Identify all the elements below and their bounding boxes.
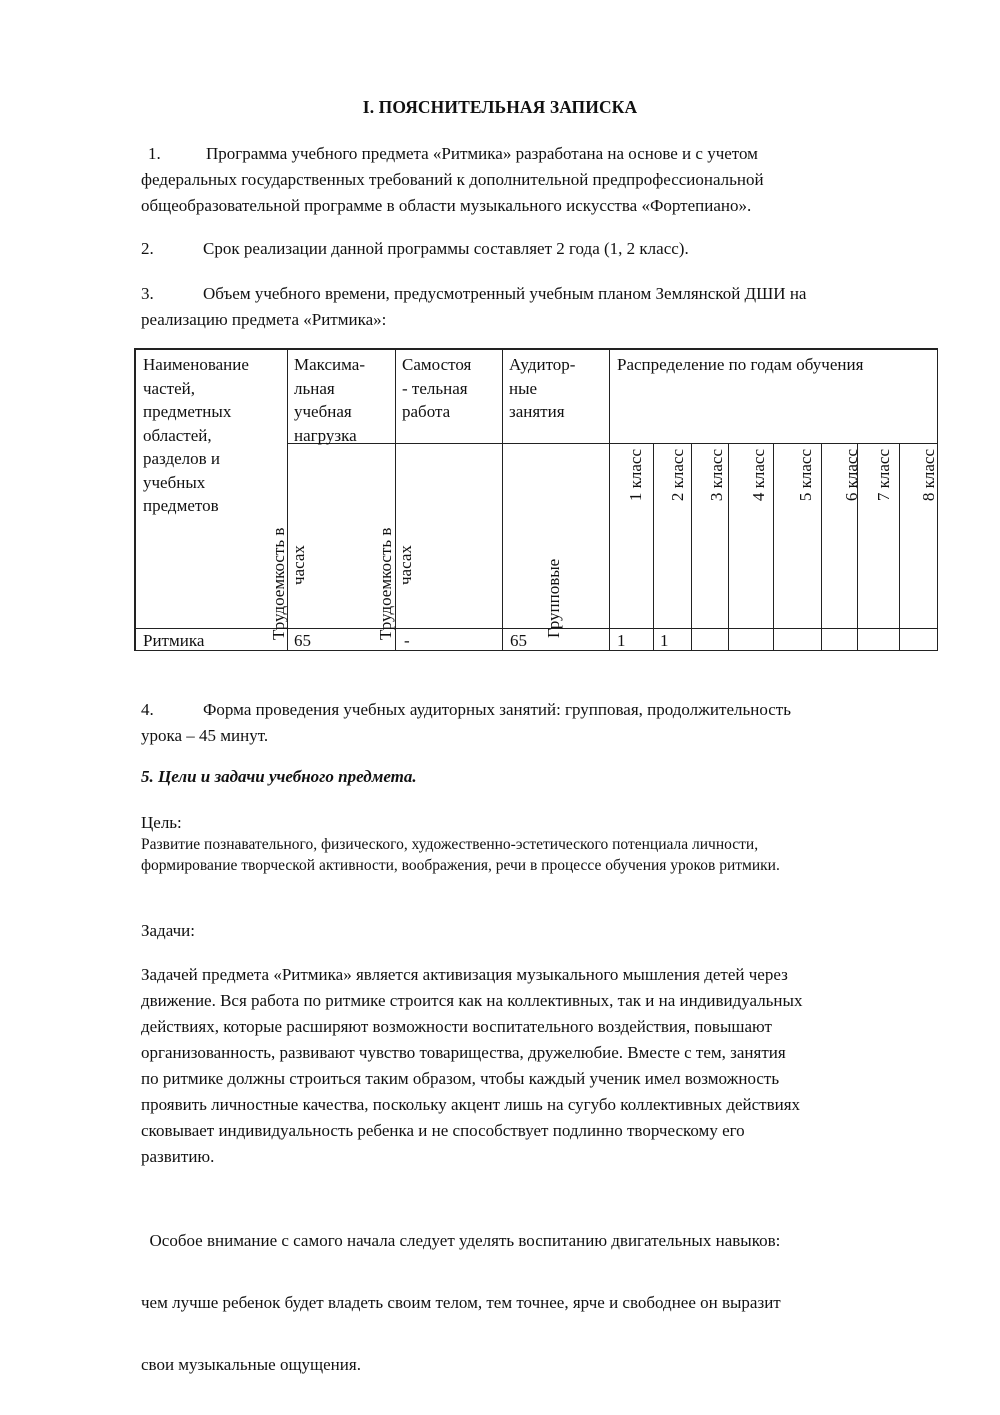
grade-5-label: 5 класс — [796, 449, 815, 502]
tasks-paragraph — [141, 962, 802, 1170]
tasks-line: проявить личностные качества, поскольку акцент лишь на сугубо коллективных действиях — [141, 1095, 801, 1114]
final-line: чем лучше ребенок будет владеть своим телом, тем точнее, ярче и свободнее он выразит — [141, 1293, 781, 1312]
grade-2-label: 2 класс — [668, 449, 687, 502]
header-text: предметов — [143, 496, 219, 515]
grade-4-label: 4 класс — [749, 449, 768, 502]
subheader-auditory — [544, 438, 564, 638]
header-text: частей, — [143, 378, 195, 398]
header-text: учебных — [143, 472, 206, 492]
goal-line-1: Развитие познавательного, физического, художественно-эстетического потенциала личности, — [141, 836, 759, 853]
item-number: 1. — [148, 144, 161, 163]
section-5-heading: 5. Цели и задачи учебного предмета. — [141, 767, 417, 786]
grade-7-label: 7 класс — [874, 449, 893, 502]
grade-6-label: 6 класс — [842, 449, 861, 502]
header-name — [143, 353, 283, 518]
header-text: занятия — [509, 402, 565, 421]
grade-8-label: 8 класс — [919, 449, 938, 502]
final-paragraph — [141, 1192, 781, 1396]
subheader-text: часах — [289, 545, 308, 585]
row-grade-1: 1 — [617, 631, 626, 650]
final-line: Особое внимание с самого начала следует уделять воспитанию двигательных навыков: — [141, 1231, 781, 1250]
header-text: предметных — [143, 402, 232, 421]
tasks-line: сковывает индивидуальность ребенка и не способствует подлинно творческому его — [141, 1121, 745, 1140]
item-1-line-2: федеральных государственных требований к дополнительной предпрофессиональной — [141, 170, 764, 189]
final-line: свои музыкальные ощущения. — [141, 1355, 361, 1374]
goal-line-2: формирование творческой активности, воображения, речи в процессе обучения уроков ритмики. — [141, 857, 780, 874]
header-text: Наименование — [143, 355, 249, 374]
header-text: Самостоя — [402, 355, 472, 374]
item-4 — [141, 697, 791, 723]
header-self-work — [402, 353, 502, 424]
grade-1-label: 1 класс — [626, 449, 645, 502]
row-grade-2: 1 — [660, 631, 669, 650]
goal-label: Цель: — [141, 813, 182, 832]
subheader-text: Групповые — [544, 558, 563, 638]
item-line: Объем учебного времени, предусмотренный учебным планом Землянской ДШИ на — [203, 284, 807, 303]
subheader-text: Трудоемкость в — [376, 527, 395, 640]
header-text: ные — [509, 378, 538, 398]
item-line: Срок реализации данной программы составляет 2 года (1, 2 класс). — [203, 239, 689, 258]
header-max-load — [294, 353, 394, 447]
item-4-line-2: урока – 45 минут. — [141, 726, 269, 745]
item-3-line-2: реализацию предмета «Ритмика»: — [141, 310, 387, 329]
row-max-load: 65 — [294, 631, 311, 650]
study-time-table — [134, 348, 938, 651]
header-auditory — [509, 353, 609, 424]
header-distribution: Распределение по годам обучения — [617, 355, 864, 374]
row-name: Ритмика — [143, 631, 205, 650]
item-3 — [141, 281, 806, 307]
subheader-text: Трудоемкость в — [269, 527, 288, 640]
tasks-line: Задачей предмета «Ритмика» является активизация музыкального мышления детей через — [141, 965, 788, 984]
header-text: Аудитор- — [509, 355, 576, 374]
item-1-line-3: общеобразовательной программе в области музыкального искусства «Фортепиано». — [141, 196, 752, 215]
item-number: 4. — [141, 700, 154, 719]
item-1 — [148, 141, 758, 167]
subheader-text: часах — [396, 545, 415, 585]
tasks-line: действиях, которые расширяют возможности воспитательного воздействия, повышают — [141, 1017, 772, 1036]
tasks-line: организованность, развивают чувство товарищества, дружелюбие. Вместе с тем, занятия — [141, 1043, 786, 1062]
subheader-self-work — [376, 440, 420, 640]
header-text: учебная — [294, 402, 352, 421]
tasks-label: Задачи: — [141, 921, 195, 940]
header-text: - тельная — [402, 378, 468, 398]
item-number: 3. — [141, 284, 154, 303]
item-line: Форма проведения учебных аудиторных занятий: групповая, продолжительность — [203, 700, 791, 719]
grade-3-label: 3 класс — [707, 449, 726, 502]
header-text: льная — [294, 378, 335, 398]
row-auditory: 65 — [510, 631, 527, 650]
item-line: Программа учебного предмета «Ритмика» разработана на основе и с учетом — [206, 144, 758, 163]
tasks-line: по ритмике должны строиться таким образом, чтобы каждый ученик имел возможность — [141, 1069, 780, 1088]
item-number: 2. — [141, 239, 154, 258]
header-text: нагрузка — [294, 425, 357, 445]
item-2 — [141, 236, 689, 262]
header-text: Максима- — [294, 355, 365, 374]
header-text: работа — [402, 402, 451, 421]
subheader-max-load — [269, 440, 313, 640]
tasks-line: развитию. — [141, 1147, 215, 1166]
header-text: областей, — [143, 425, 212, 445]
row-self-work: - — [404, 631, 410, 650]
header-text: разделов и — [143, 449, 221, 468]
tasks-line: движение. Вся работа по ритмике строится как на коллективных, так и на индивидуальных — [141, 991, 803, 1010]
page-title: I. ПОЯСНИТЕЛЬНАЯ ЗАПИСКА — [362, 97, 638, 117]
